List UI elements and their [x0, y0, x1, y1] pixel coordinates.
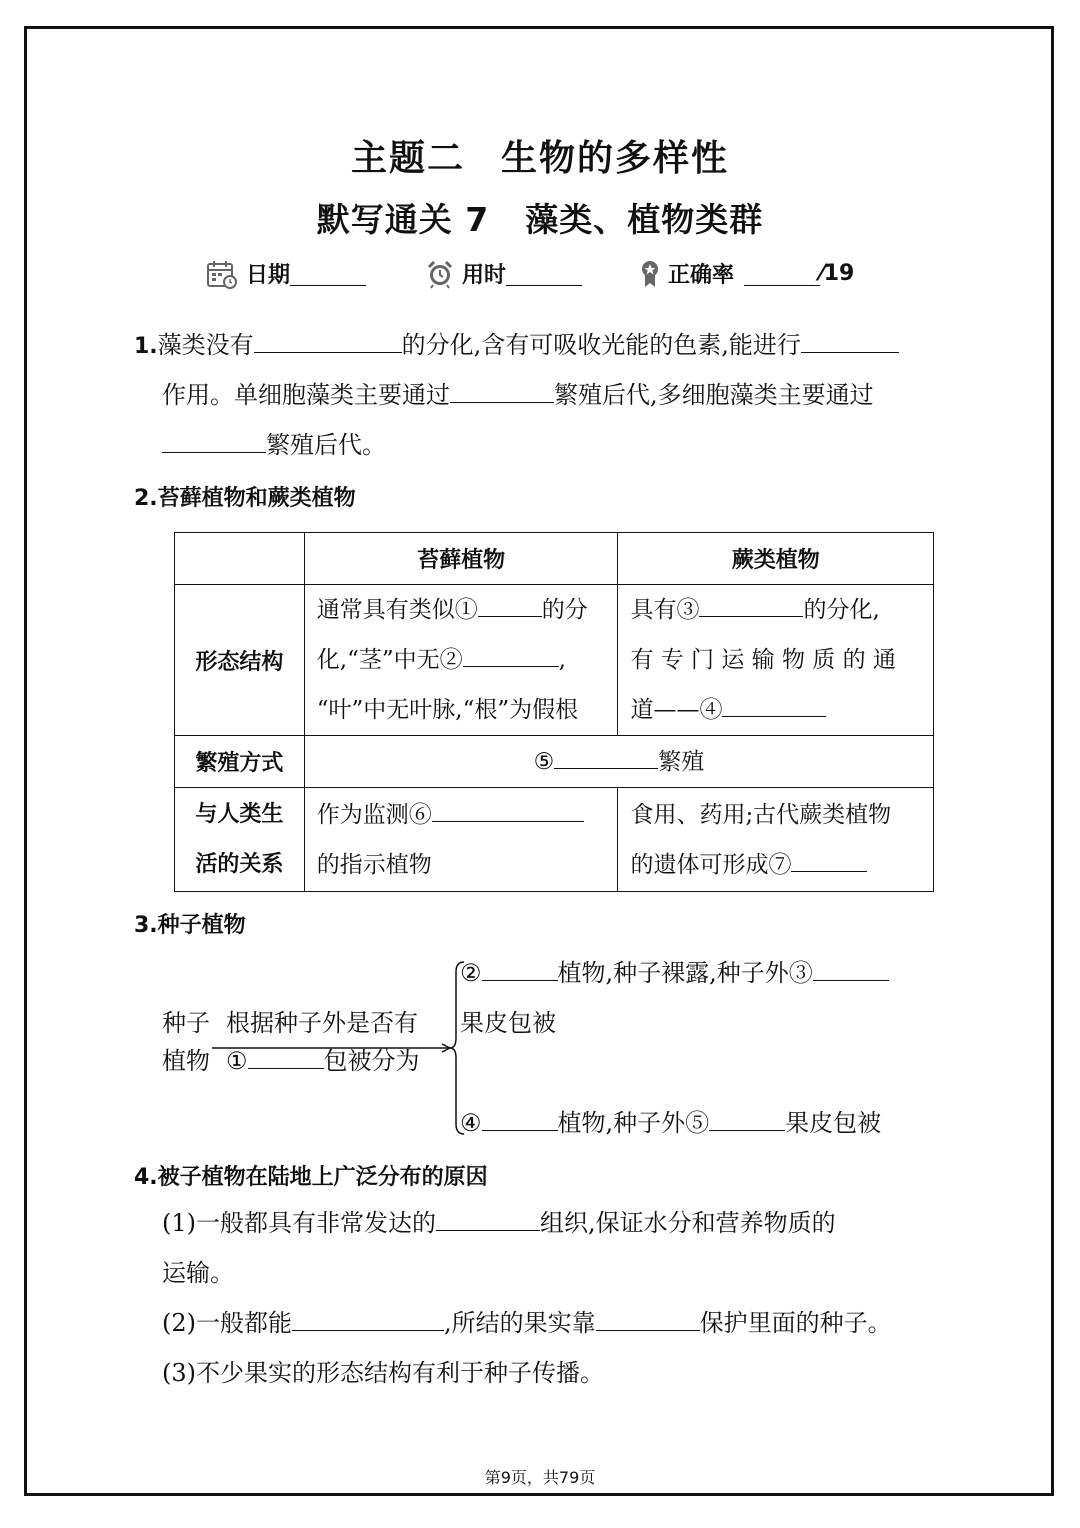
branch-text: 植物,种子裸露,种子外③	[557, 959, 813, 987]
q2-number: 2.	[134, 486, 158, 511]
date-blank[interactable]	[290, 261, 366, 285]
q4-heading	[134, 1160, 488, 1191]
table-corner	[175, 533, 305, 585]
arrow-label-top: 根据种子外是否有	[226, 1009, 418, 1037]
branch-angiosperm	[460, 1098, 881, 1148]
blank-1[interactable]	[478, 592, 542, 617]
branch-text: 果皮包被	[460, 1009, 556, 1037]
root-text: 种子	[162, 1009, 210, 1037]
q3-number: 3.	[134, 913, 158, 938]
blank-6[interactable]	[432, 796, 584, 821]
item-text: (2)一般都能	[162, 1309, 292, 1337]
blank-7[interactable]	[791, 846, 867, 871]
blank-4[interactable]	[722, 692, 826, 717]
blank-3[interactable]	[699, 592, 803, 617]
q1-text: 作用。单细胞藻类主要通过	[162, 381, 450, 409]
q4-blank-3[interactable]	[596, 1305, 700, 1331]
cell-text: “叶”中无叶脉,“根”为假根	[316, 697, 579, 723]
time-field	[426, 258, 582, 289]
section-title	[0, 194, 1080, 241]
page-number: 第9页，共79页	[484, 1468, 596, 1487]
q1-line1	[134, 320, 899, 372]
blank-4[interactable]	[482, 1105, 558, 1131]
q3-heading	[134, 908, 246, 939]
blank-5[interactable]	[709, 1105, 785, 1131]
theme-label: 主题二	[350, 138, 465, 179]
q3-title: 种子植物	[157, 913, 246, 938]
q4-item-3: (3)不少果实的形态结构有利于种子传播。	[162, 1359, 604, 1387]
fern-structure	[618, 585, 934, 736]
date-field	[206, 258, 366, 289]
section-label: 默写通关 7	[316, 200, 490, 239]
row-label-reproduction: 繁殖方式	[175, 736, 305, 788]
cell-text: 的遗体可形成⑦	[630, 851, 792, 878]
alarm-clock-icon	[426, 259, 454, 289]
item-text: 运输。	[162, 1259, 234, 1287]
item-text: ,所结的果实靠	[444, 1309, 596, 1337]
cell-text: 的指示植物	[316, 851, 432, 878]
award-badge-icon	[640, 259, 660, 289]
branch-text: 植物,种子外⑤	[557, 1109, 710, 1137]
row-label-structure: 形态结构	[175, 585, 305, 736]
branch-gymnosperm	[460, 948, 889, 998]
time-label: 用时	[462, 263, 507, 288]
item-text: (1)一般都具有非常发达的	[162, 1209, 436, 1237]
accuracy-blank[interactable]	[744, 261, 820, 285]
item-text: 组织,保证水分和营养物质的	[540, 1209, 836, 1237]
branch-text: ④	[460, 1109, 482, 1137]
arrow-label-bottom: 包被分为	[323, 1047, 420, 1075]
theme-title	[0, 130, 1080, 181]
cell-text: 与人类生	[195, 801, 284, 827]
cell-text: 作为监测⑥	[316, 801, 432, 828]
arrow-label-bottom: ①	[226, 1047, 248, 1075]
blank-5[interactable]	[554, 743, 658, 768]
q4-blank-2[interactable]	[292, 1305, 444, 1331]
cell-text: 具有③	[630, 597, 700, 623]
q4-title: 被子植物在陆地上广泛分布的原因	[157, 1165, 488, 1190]
q1-text: 藻类没有	[157, 331, 254, 359]
q2-heading	[134, 481, 356, 512]
branch-text: ②	[460, 959, 482, 987]
cell-text: ,	[558, 647, 566, 673]
cell-text: 有 专 门 运 输 物 质 的 通	[630, 647, 896, 673]
q4-item-1	[162, 1198, 836, 1248]
q1-blank-2[interactable]	[801, 327, 899, 353]
q1-text: 的分化,含有可吸收光能的色素,能进行	[401, 331, 801, 359]
date-label: 日期	[246, 263, 291, 288]
q1-blank-3[interactable]	[450, 377, 554, 403]
q1-line3	[162, 420, 386, 470]
seed-plant-root	[162, 1004, 210, 1080]
row-label-relation	[175, 788, 305, 892]
blank-3[interactable]	[813, 955, 889, 981]
q1-number: 1.	[134, 334, 158, 359]
header-moss: 苔藓植物	[304, 533, 618, 585]
q1-text: 繁殖后代,多细胞藻类主要通过	[554, 381, 874, 409]
plants-table	[174, 532, 934, 892]
root-text: 植物	[162, 1047, 210, 1075]
section-name: 藻类、植物类群	[525, 200, 764, 239]
cell-text: 活的关系	[195, 851, 284, 877]
q4-blank-1[interactable]	[436, 1205, 540, 1231]
q1-blank-1[interactable]	[254, 327, 402, 353]
blank-2[interactable]	[463, 642, 559, 667]
cell-text: 化,“茎”中无②	[316, 647, 463, 673]
reproduction-cell	[304, 736, 933, 788]
item-text: 保护里面的种子。	[699, 1309, 892, 1337]
arrow-and-brace	[212, 958, 472, 1148]
accuracy-total: ⁄19	[820, 261, 855, 286]
cell-text: 道——④	[630, 697, 723, 723]
q4-item-2	[162, 1298, 892, 1348]
cell-text: 食用、药用;古代蕨类植物	[630, 801, 892, 828]
cell-text: 的分	[541, 597, 588, 623]
theme-name: 生物的多样性	[501, 138, 730, 179]
cell-text: 的分化,	[803, 597, 880, 623]
moss-structure	[304, 585, 618, 736]
q2-title: 苔藓植物和蕨类植物	[157, 486, 356, 511]
branch-text: 果皮包被	[785, 1109, 882, 1137]
header-fern: 蕨类植物	[618, 533, 934, 585]
accuracy-field	[640, 258, 854, 289]
q4-number: 4.	[134, 1165, 158, 1190]
calendar-icon	[206, 259, 238, 289]
cell-text: ⑤	[533, 748, 555, 775]
q1-blank-4[interactable]	[162, 427, 266, 453]
fern-relation	[618, 788, 934, 892]
moss-relation	[304, 788, 618, 892]
q1-text: 繁殖后代。	[266, 431, 386, 459]
cell-text: 繁殖	[658, 748, 705, 775]
blank-2[interactable]	[482, 955, 558, 981]
time-blank[interactable]	[506, 261, 582, 285]
cell-text: 通常具有类似①	[316, 597, 478, 623]
accuracy-label: 正确率	[668, 263, 735, 288]
q1-line2	[162, 370, 874, 420]
